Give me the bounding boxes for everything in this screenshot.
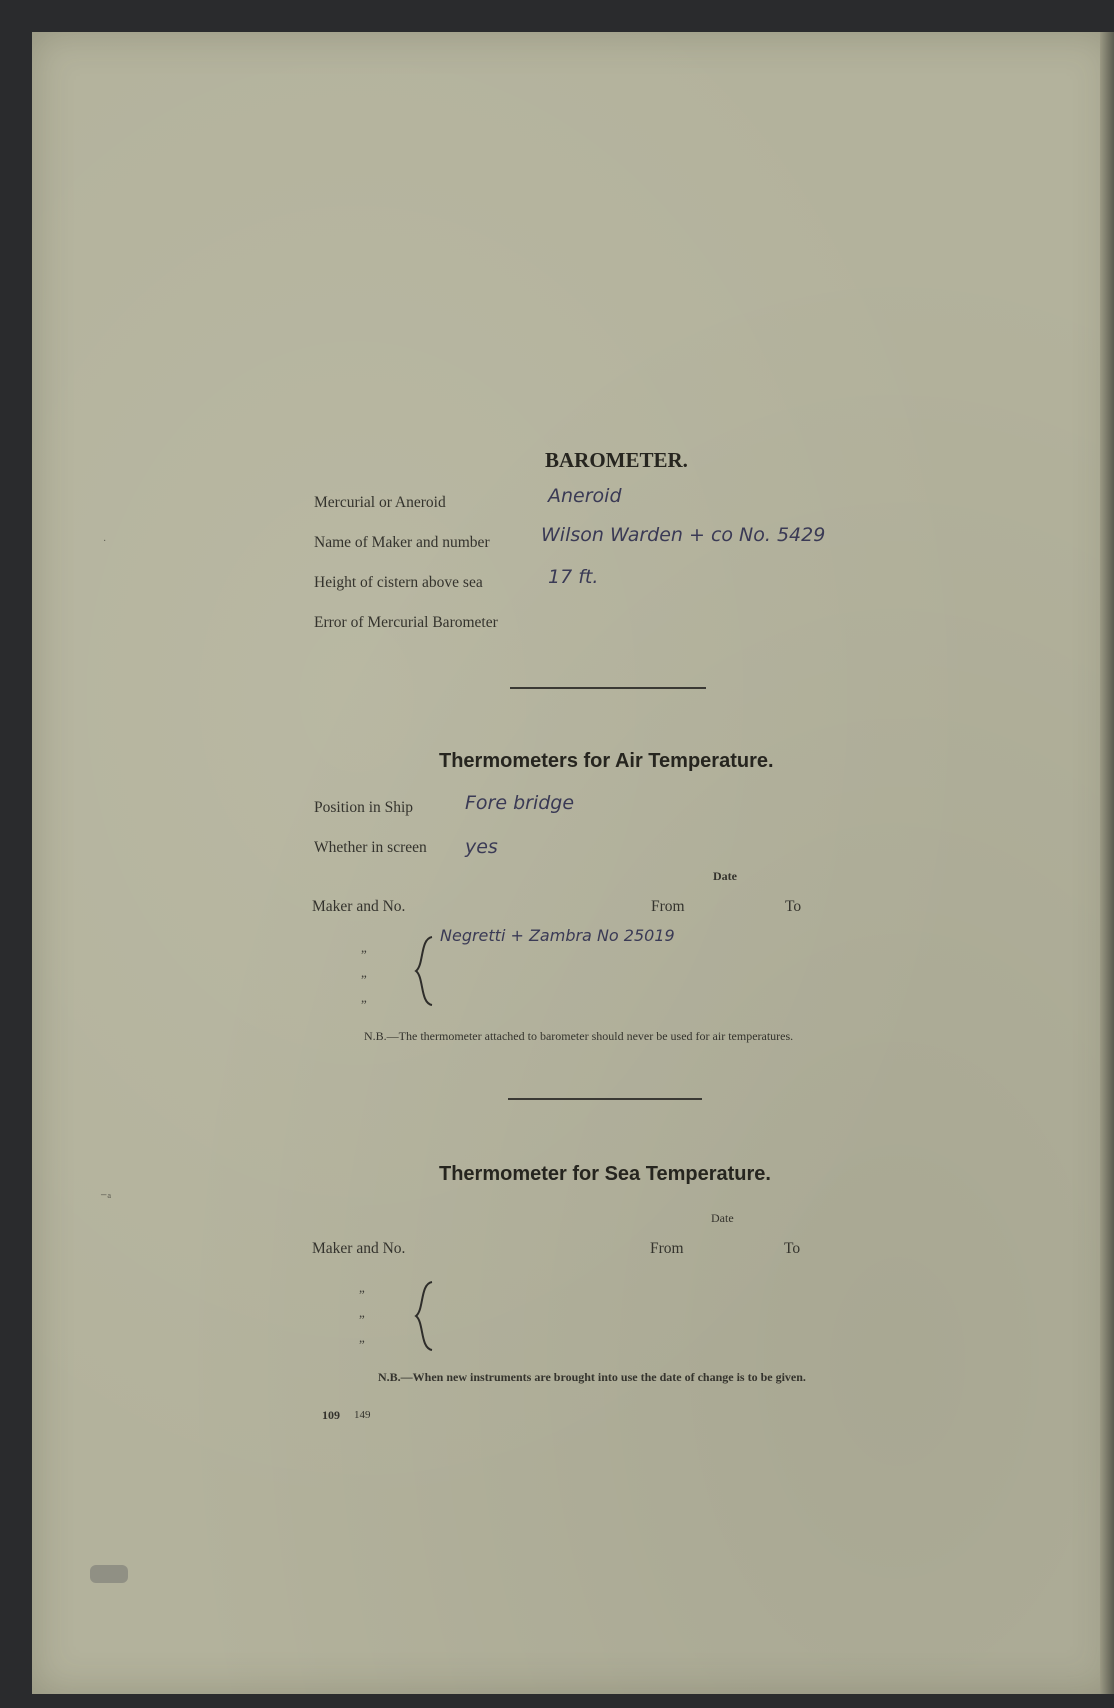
sea-ditto-2: ”	[359, 1312, 365, 1327]
air-ditto-2: ”	[361, 972, 367, 987]
barometer-maker-label: Name of Maker and number	[314, 534, 490, 551]
barometer-maker-value: Wilson Warden + co No. 5429	[541, 524, 826, 546]
sea-maker-label: Maker and No.	[312, 1240, 406, 1257]
air-ditto-1: ”	[361, 947, 367, 962]
barometer-type-value: Aneroid	[548, 485, 622, 507]
sea-date-label: Date	[711, 1211, 734, 1225]
sea-brace-icon	[412, 1280, 436, 1352]
air-heading: Thermometers for Air Temperature.	[439, 750, 774, 772]
air-ditto-3: ”	[361, 997, 367, 1012]
barometer-type-label: Mercurial or Aneroid	[314, 494, 446, 511]
air-date-label: Date	[713, 869, 737, 883]
sea-to-label: To	[784, 1240, 801, 1257]
air-maker-label: Maker and No.	[312, 898, 406, 915]
air-position-value: Fore bridge	[465, 792, 575, 814]
barometer-heading: BAROMETER.	[545, 448, 688, 472]
air-brace-icon	[412, 935, 436, 1007]
air-to-label: To	[785, 898, 802, 915]
section-divider-2	[508, 1098, 702, 1100]
paper-fleck: ⁻ᵃ	[100, 1191, 112, 1206]
air-screen-label: Whether in screen	[314, 839, 427, 856]
barometer-height-label: Height of cistern above sea	[314, 574, 483, 591]
page-spine-edge	[1100, 32, 1114, 1694]
form-sub-number: 149	[354, 1409, 371, 1421]
air-entry-1: Negretti + Zambra No 25019	[440, 926, 675, 945]
sea-ditto-1: ”	[359, 1287, 365, 1302]
barometer-height-value: 17 ft.	[548, 566, 599, 588]
form-number: 109	[322, 1408, 340, 1422]
air-position-label: Position in Ship	[314, 799, 414, 816]
paper-fleck: ·	[103, 536, 107, 547]
sea-from-label: From	[650, 1240, 684, 1257]
air-screen-value: yes	[465, 836, 498, 858]
sea-note: N.B.—When new instruments are brought into use the date of change is to be given.	[378, 1370, 806, 1384]
air-note: N.B.—The thermometer attached to barometer should never be used for air temperatures.	[364, 1029, 794, 1043]
sea-ditto-3: ”	[359, 1337, 365, 1352]
barometer-error-label: Error of Mercurial Barometer	[314, 614, 498, 631]
sea-heading: Thermometer for Sea Temperature.	[439, 1163, 771, 1185]
air-from-label: From	[651, 898, 685, 915]
section-divider-1	[510, 687, 706, 689]
paper-stain	[90, 1565, 128, 1583]
document-page	[32, 32, 1114, 1694]
